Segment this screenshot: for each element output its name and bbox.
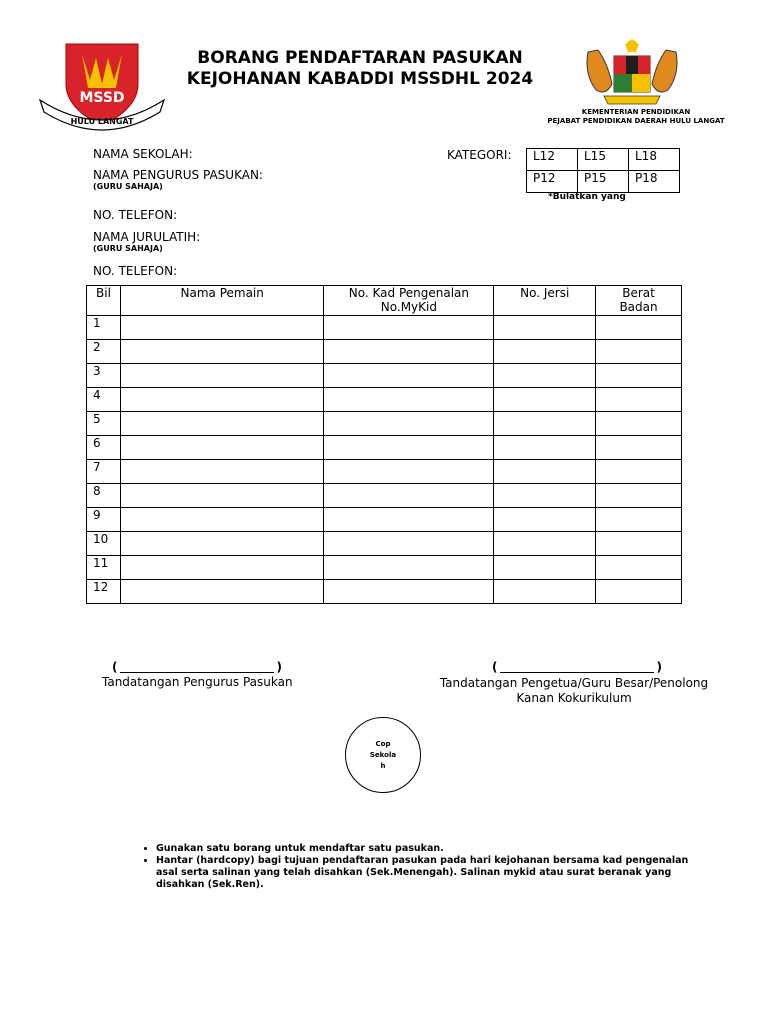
nama-pemain-cell[interactable] [120,364,323,388]
jersi-cell[interactable] [494,484,596,508]
nama-pemain-cell[interactable] [120,316,323,340]
table-row [87,316,682,340]
row-number: 8 [87,484,121,508]
kategori-row-l [527,149,680,171]
berat-badan-cell[interactable] [596,508,682,532]
page-title [150,48,570,90]
jersi-cell[interactable] [494,508,596,532]
jersi-cell[interactable] [494,340,596,364]
kategori-cell[interactable]: P12 [527,171,578,193]
kad-pengenalan-cell[interactable] [324,436,494,460]
nama-pemain-cell[interactable] [120,580,323,604]
row-number: 12 [87,580,121,604]
berat-badan-cell[interactable] [596,580,682,604]
mssd-logo [36,40,168,132]
signature-underline [500,672,654,673]
nama-pemain-cell[interactable] [120,484,323,508]
berat-badan-cell[interactable] [596,412,682,436]
kategori-cell[interactable]: L12 [527,149,578,171]
jersi-cell[interactable] [494,460,596,484]
jersi-cell[interactable] [494,580,596,604]
notes-section [130,843,690,891]
kategori-row-p [527,171,680,193]
kad-pengenalan-cell[interactable] [324,412,494,436]
paren-close: ) [656,660,662,674]
kad-pengenalan-cell[interactable] [324,340,494,364]
kad-pengenalan-cell[interactable] [324,484,494,508]
stamp-line-2: Sekola [369,750,397,759]
nama-jurulatih-label: NAMA JURULATIH: [93,230,201,244]
title-line-2: KEJOHANAN KABADDI MSSDHL 2024 [186,69,534,89]
berat-badan-cell[interactable] [596,436,682,460]
kad-pengenalan-cell[interactable] [324,460,494,484]
nama-pemain-cell[interactable] [120,460,323,484]
jersi-cell[interactable] [494,364,596,388]
kad-pengenalan-cell[interactable] [324,556,494,580]
telefon-label-2: NO. TELEFON: [93,264,178,278]
berat-badan-cell[interactable] [596,484,682,508]
right-signature-label-2: Kanan Kokurikulum [516,691,632,705]
mssd-badge-text: MSSD [79,90,125,106]
berat-badan-cell[interactable] [596,364,682,388]
row-number: 1 [87,316,121,340]
table-row [87,556,682,580]
nama-pengurus-label: NAMA PENGURUS PASUKAN: [93,168,263,182]
kategori-cell[interactable]: L15 [578,149,629,171]
kad-pengenalan-cell[interactable] [324,316,494,340]
pengurus-note: (GURU SAHAJA) [93,182,163,191]
notes-list [130,843,690,891]
mssd-ribbon-text: HULU LANGAT [70,117,134,126]
header-berat-badan [596,286,682,316]
note-item: • Gunakan satu borang untuk mendaftar satu pasukan. [156,843,690,855]
row-number: 10 [87,532,121,556]
jersi-cell[interactable] [494,316,596,340]
row-number: 7 [87,460,121,484]
paren-open: ( [492,660,498,674]
jurulatih-note: (GURU SAHAJA) [93,244,163,253]
row-number: 11 [87,556,121,580]
paren-close: ) [276,660,282,674]
note-item: • Hantar (hardcopy) bagi tujuan pendaftaran pasukan pada hari kejohanan bersama kad pengenalan asal serta salinan yang telah disahkan (Sek.Menengah). Salinan mykid atau surat beranak yang disahkan (Sek.Ren). [156,855,690,891]
table-row [87,388,682,412]
table-row [87,436,682,460]
jersi-cell[interactable] [494,532,596,556]
nama-pemain-cell[interactable] [120,532,323,556]
berat-badan-cell[interactable] [596,532,682,556]
nama-pemain-cell[interactable] [120,412,323,436]
header-kad-pengenalan [324,286,494,316]
table-row [87,580,682,604]
table-row [87,460,682,484]
header-jersi: No. Jersi [494,286,596,316]
right-signature-line[interactable] [492,660,662,674]
jersi-cell[interactable] [494,436,596,460]
player-table [86,285,682,604]
stamp-line-3: h [380,761,386,770]
nama-pemain-cell[interactable] [120,388,323,412]
right-signature-label-1: Tandatangan Pengetua/Guru Besar/Penolong [439,676,709,690]
table-row [87,532,682,556]
berat-badan-cell[interactable] [596,388,682,412]
berat-badan-cell[interactable] [596,316,682,340]
ministry-line-2: PEJABAT PENDIDIKAN DAERAH HULU LANGAT [547,117,725,125]
kad-pengenalan-cell[interactable] [324,532,494,556]
header-nama-pemain: Nama Pemain [120,286,323,316]
kategori-cell[interactable]: P18 [629,171,680,193]
table-row [87,412,682,436]
berat-badan-cell[interactable] [596,340,682,364]
title-line-1: BORANG PENDAFTARAN PASUKAN [197,48,523,68]
kad-pengenalan-cell[interactable] [324,580,494,604]
header-kad-text: No. Kad Pengenalan No.MyKid [348,286,469,314]
row-number: 2 [87,340,121,364]
kategori-table [526,148,680,193]
coat-of-arms-logo [582,34,682,106]
ministry-line-1: KEMENTERIAN PENDIDIKAN [581,108,691,116]
school-stamp-circle[interactable] [345,717,421,793]
nama-pemain-cell[interactable] [120,556,323,580]
right-signature-label [430,676,718,706]
stamp-line-1: Cop [375,739,391,748]
kategori-cell[interactable]: L18 [629,149,680,171]
table-row [87,364,682,388]
paren-open: ( [112,660,118,674]
kategori-note: *Bulatkan yang [548,192,626,202]
kategori-cell[interactable]: P15 [578,171,629,193]
jersi-cell[interactable] [494,556,596,580]
ministry-name [546,108,726,126]
signature-underline [120,672,274,673]
left-signature-label: Tandatangan Pengurus Pasukan [102,675,293,689]
nama-pemain-cell[interactable] [120,340,323,364]
jersi-cell[interactable] [494,388,596,412]
row-number: 3 [87,364,121,388]
telefon-label-1: NO. TELEFON: [93,208,178,222]
table-row [87,340,682,364]
nama-sekolah-label: NAMA SEKOLAH: [93,147,193,161]
row-number: 4 [87,388,121,412]
nama-pemain-cell[interactable] [120,436,323,460]
berat-badan-cell[interactable] [596,556,682,580]
row-number: 5 [87,412,121,436]
header-bil: Bil [87,286,121,316]
berat-badan-cell[interactable] [596,460,682,484]
table-row [87,508,682,532]
header-berat-text: Berat Badan [619,286,658,314]
row-number: 6 [87,436,121,460]
table-header-row [87,286,682,316]
kad-pengenalan-cell[interactable] [324,388,494,412]
jersi-cell[interactable] [494,412,596,436]
kad-pengenalan-cell[interactable] [324,364,494,388]
nama-pemain-cell[interactable] [120,508,323,532]
kad-pengenalan-cell[interactable] [324,508,494,532]
row-number: 9 [87,508,121,532]
table-row [87,484,682,508]
left-signature-line[interactable] [112,660,282,674]
kategori-label: KATEGORI: [447,148,512,162]
